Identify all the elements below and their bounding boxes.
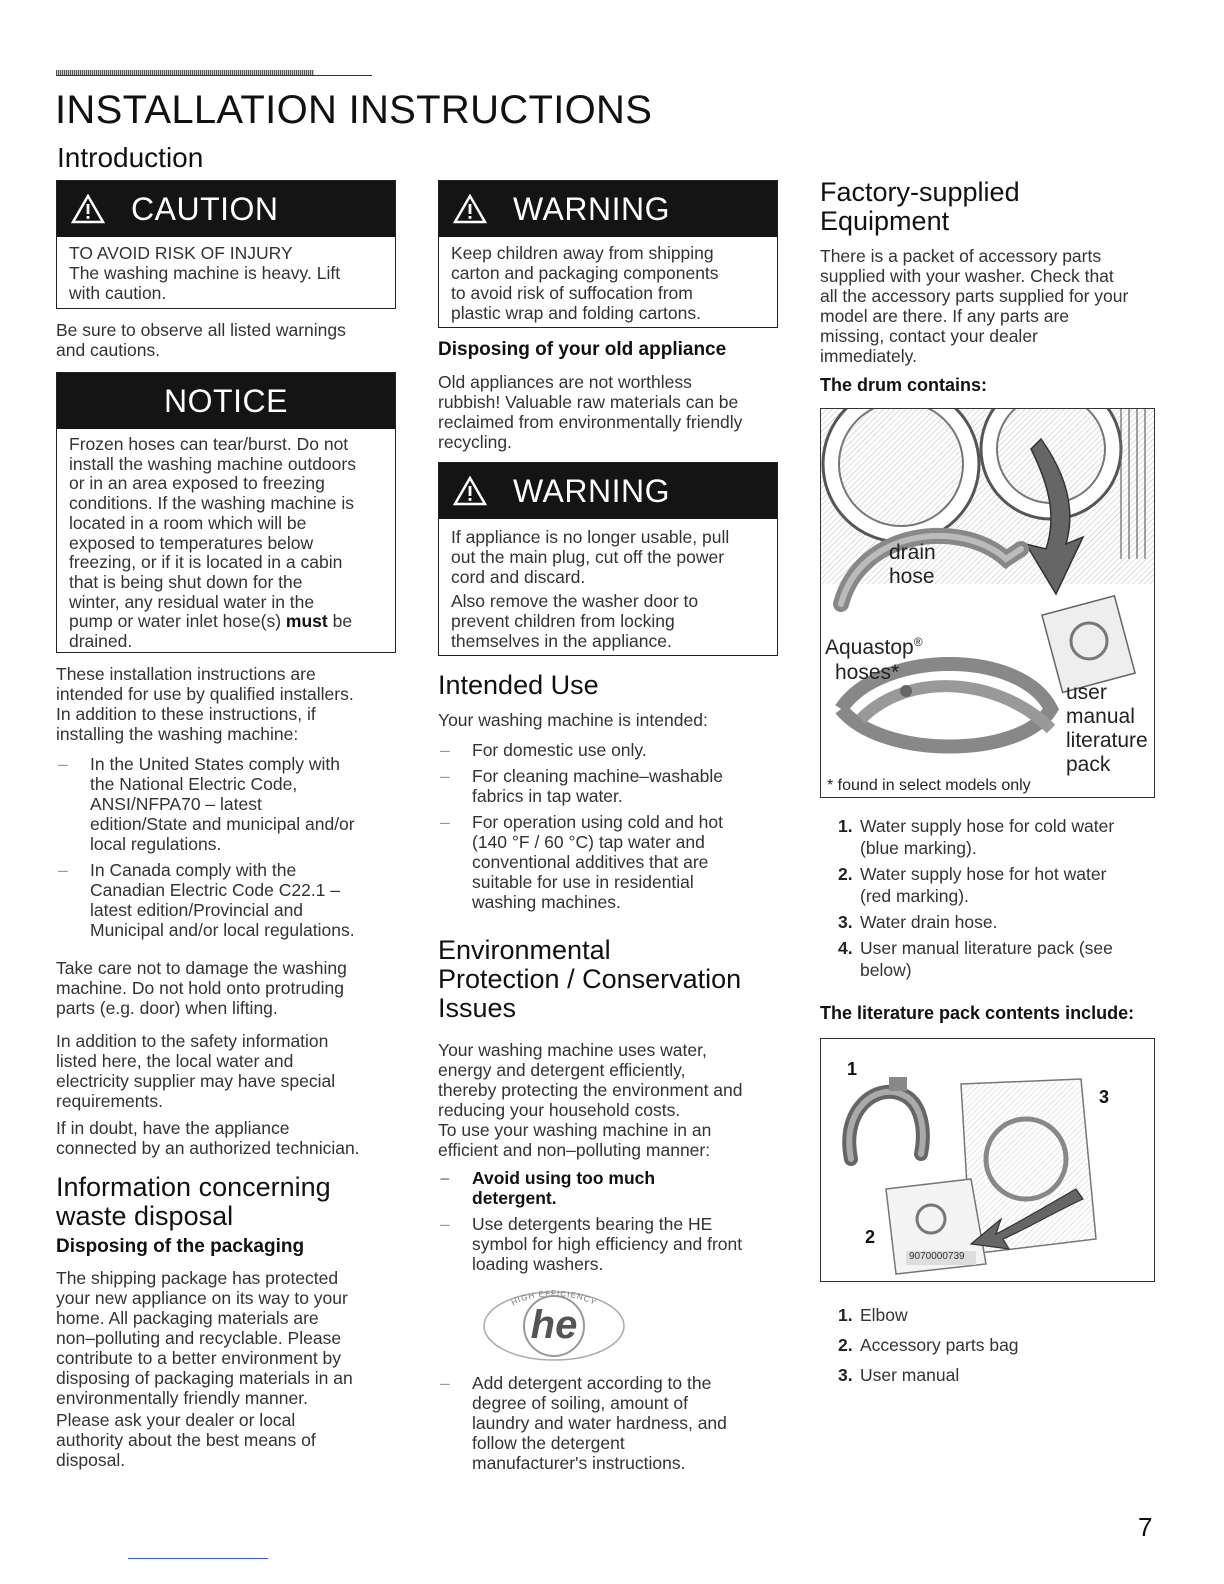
pack-label: pack [1066, 753, 1111, 776]
caution-box [56, 180, 396, 309]
old-appliance-text: Old appliances are not worthless rubbish! Valuable raw materials can be reclaimed from environmentally friendly recycling. [438, 372, 743, 452]
warning-triangle-icon [453, 194, 487, 224]
section-title: Introduction [57, 142, 204, 173]
list-item: – For domestic use only. [438, 740, 778, 760]
list-item: 2. Accessory parts bag [838, 1335, 1019, 1355]
dealer-text: Please ask your dealer or local authority about the best means of disposal. [56, 1410, 316, 1470]
aquastop-label: Aquastop® [825, 635, 923, 659]
environmental-list-2 [438, 1373, 778, 1479]
regulations-list [56, 754, 396, 946]
notice-box [56, 372, 396, 653]
notice-text: Frozen hoses can tear/burst. Do not install the washing machine outdoors or in an area exposed to freezing conditions. If the washing machine is located in a room which will be exposed to temperatures below freezing, or if it is located in a cabin that is being shut down for the winter, any residual water in the pump or water inlet hose(s) must be drained. [69, 434, 356, 652]
label-3: 3 [1099, 1087, 1110, 1107]
list-item: – In the United States comply with the National Electric Code, ANSI/NFPA70 – latest edition/State and municipal and/or local regulations. [56, 754, 396, 854]
page-title: INSTALLATION INSTRUCTIONS [55, 88, 653, 132]
literature-pack-heading: The literature pack contents include: [820, 1003, 1135, 1023]
literature-label: literature [1066, 729, 1148, 752]
bag-code: 9070000739 [909, 1251, 965, 1262]
warning-header [439, 181, 777, 237]
intended-use-intro: Your washing machine is intended: [438, 710, 708, 730]
warning-text: Keep children away from shipping carton and packaging components to avoid risk of suffocation from plastic wrap and folding cartons. [451, 243, 719, 323]
environmental-heading: Environmental Protection / Conservation Issues [438, 935, 742, 1023]
warning-triangle-icon [453, 476, 487, 506]
label-1: 1 [847, 1059, 858, 1079]
header-rule [56, 70, 372, 76]
factory-equipment-text: There is a packet of accessory parts supplied with your washer. Check that all the accessory parts supplied for your model are there. If any parts are missing, contact your dealer immediately. [820, 246, 1129, 366]
list-item: – Avoid using too much detergent. [438, 1168, 778, 1208]
list-item: 3. User manual [838, 1365, 960, 1385]
svg-text:HIGH EFFICIENCY: HIGH EFFICIENCY [509, 1289, 599, 1308]
caution-text: TO AVOID RISK OF INJURY The washing machine is heavy. Lift with caution. [69, 243, 341, 303]
environmental-text: Your washing machine uses water, energy and detergent efficiently, thereby protecting the environment and reducing your household costs. To use your washing machine in an efficient and non–polluting manner: [438, 1040, 743, 1160]
packaging-heading: Disposing of the packaging [56, 1236, 305, 1257]
notice-header [57, 373, 395, 429]
list-item: – For operation using cold and hot (140 °F / 60 °C) tap water and conventional additives that are suitable for use in residential washing machines. [438, 812, 778, 912]
drum-footnote: * found in select models only [827, 777, 1031, 794]
svg-text:he: he [530, 1303, 578, 1347]
doubt-text: If in doubt, have the appliance connected by an authorized technician. [56, 1118, 360, 1158]
caution-header [57, 181, 395, 237]
warning-label: WARNING [513, 472, 670, 509]
warning-box-disposal [438, 462, 778, 656]
drum-items-list [820, 815, 1160, 985]
hose-label: hose [889, 565, 935, 588]
factory-equipment-heading: Factory-supplied Equipment [820, 177, 1020, 236]
supplier-text: In addition to the safety information listed here, the local water and electricity supplier may have special requirements. [56, 1031, 336, 1111]
caution-label: CAUTION [131, 190, 279, 227]
warning-triangle-icon [71, 194, 105, 224]
manual-label: manual [1066, 705, 1135, 728]
warning-box-packaging [438, 180, 778, 328]
literature-pack-figure [820, 1038, 1155, 1282]
intended-use-list [438, 740, 778, 918]
notice-label: NOTICE [164, 382, 288, 419]
old-appliance-heading: Disposing of your old appliance [438, 339, 727, 360]
intended-use-heading: Intended Use [438, 670, 599, 700]
waste-heading: Information concerning waste disposal [56, 1172, 331, 1231]
footer-rule [128, 1558, 268, 1559]
list-item: 4. User manual literature pack (see below) [838, 938, 1113, 980]
list-item: – In Canada comply with the Canadian Electric Code C22.1 – latest edition/Provincial and Municipal and/or local regulations. [56, 860, 396, 940]
list-item: – For cleaning machine–washable fabrics in tap water. [438, 766, 778, 806]
packaging-text: The shipping package has protected your new appliance on its way to your home. All packaging materials are non–polluting and recyclable. Please contribute to a better environment by disposing of packaging materials in an environmentally friendly manner. [56, 1268, 353, 1408]
drain-label: drain [889, 541, 936, 564]
warning-header [439, 463, 777, 519]
environmental-list [438, 1168, 778, 1280]
drum-contains-heading: The drum contains: [820, 375, 988, 395]
user-label: user [1066, 681, 1107, 704]
page-number: 7 [1138, 1512, 1153, 1542]
list-item: – Use detergents bearing the HE symbol for high efficiency and front loading washers. [438, 1214, 778, 1274]
observe-text: Be sure to observe all listed warnings and cautions. [56, 320, 346, 360]
warning-label: WARNING [513, 190, 670, 227]
damage-text: Take care not to damage the washing machine. Do not hold onto protruding parts (e.g. door) when lifting. [56, 958, 347, 1018]
literature-items-list [820, 1303, 1160, 1391]
list-item: 1. Elbow [838, 1305, 908, 1325]
list-item: 2. Water supply hose for hot water (red marking). [838, 864, 1107, 906]
he-symbol-icon [476, 1286, 632, 1364]
label-2: 2 [865, 1227, 876, 1247]
qualified-text: These installation instructions are intended for use by qualified installers. In addition to these instructions, if installing the washing machine: [56, 664, 354, 744]
warning-text: If appliance is no longer usable, pull out the main plug, cut off the power cord and discard. Also remove the washer door to prevent children from locking themselves in the appliance. [451, 527, 730, 651]
drum-contents-figure [820, 408, 1155, 798]
list-item: – Add detergent according to the degree of soiling, amount of laundry and water hardness, and follow the detergent manufacturer's instructions. [438, 1373, 778, 1473]
list-item: 3. Water drain hose. [838, 912, 998, 932]
hoses-label: hoses* [835, 661, 900, 684]
list-item: 1. Water supply hose for cold water (blue marking). [838, 816, 1115, 858]
